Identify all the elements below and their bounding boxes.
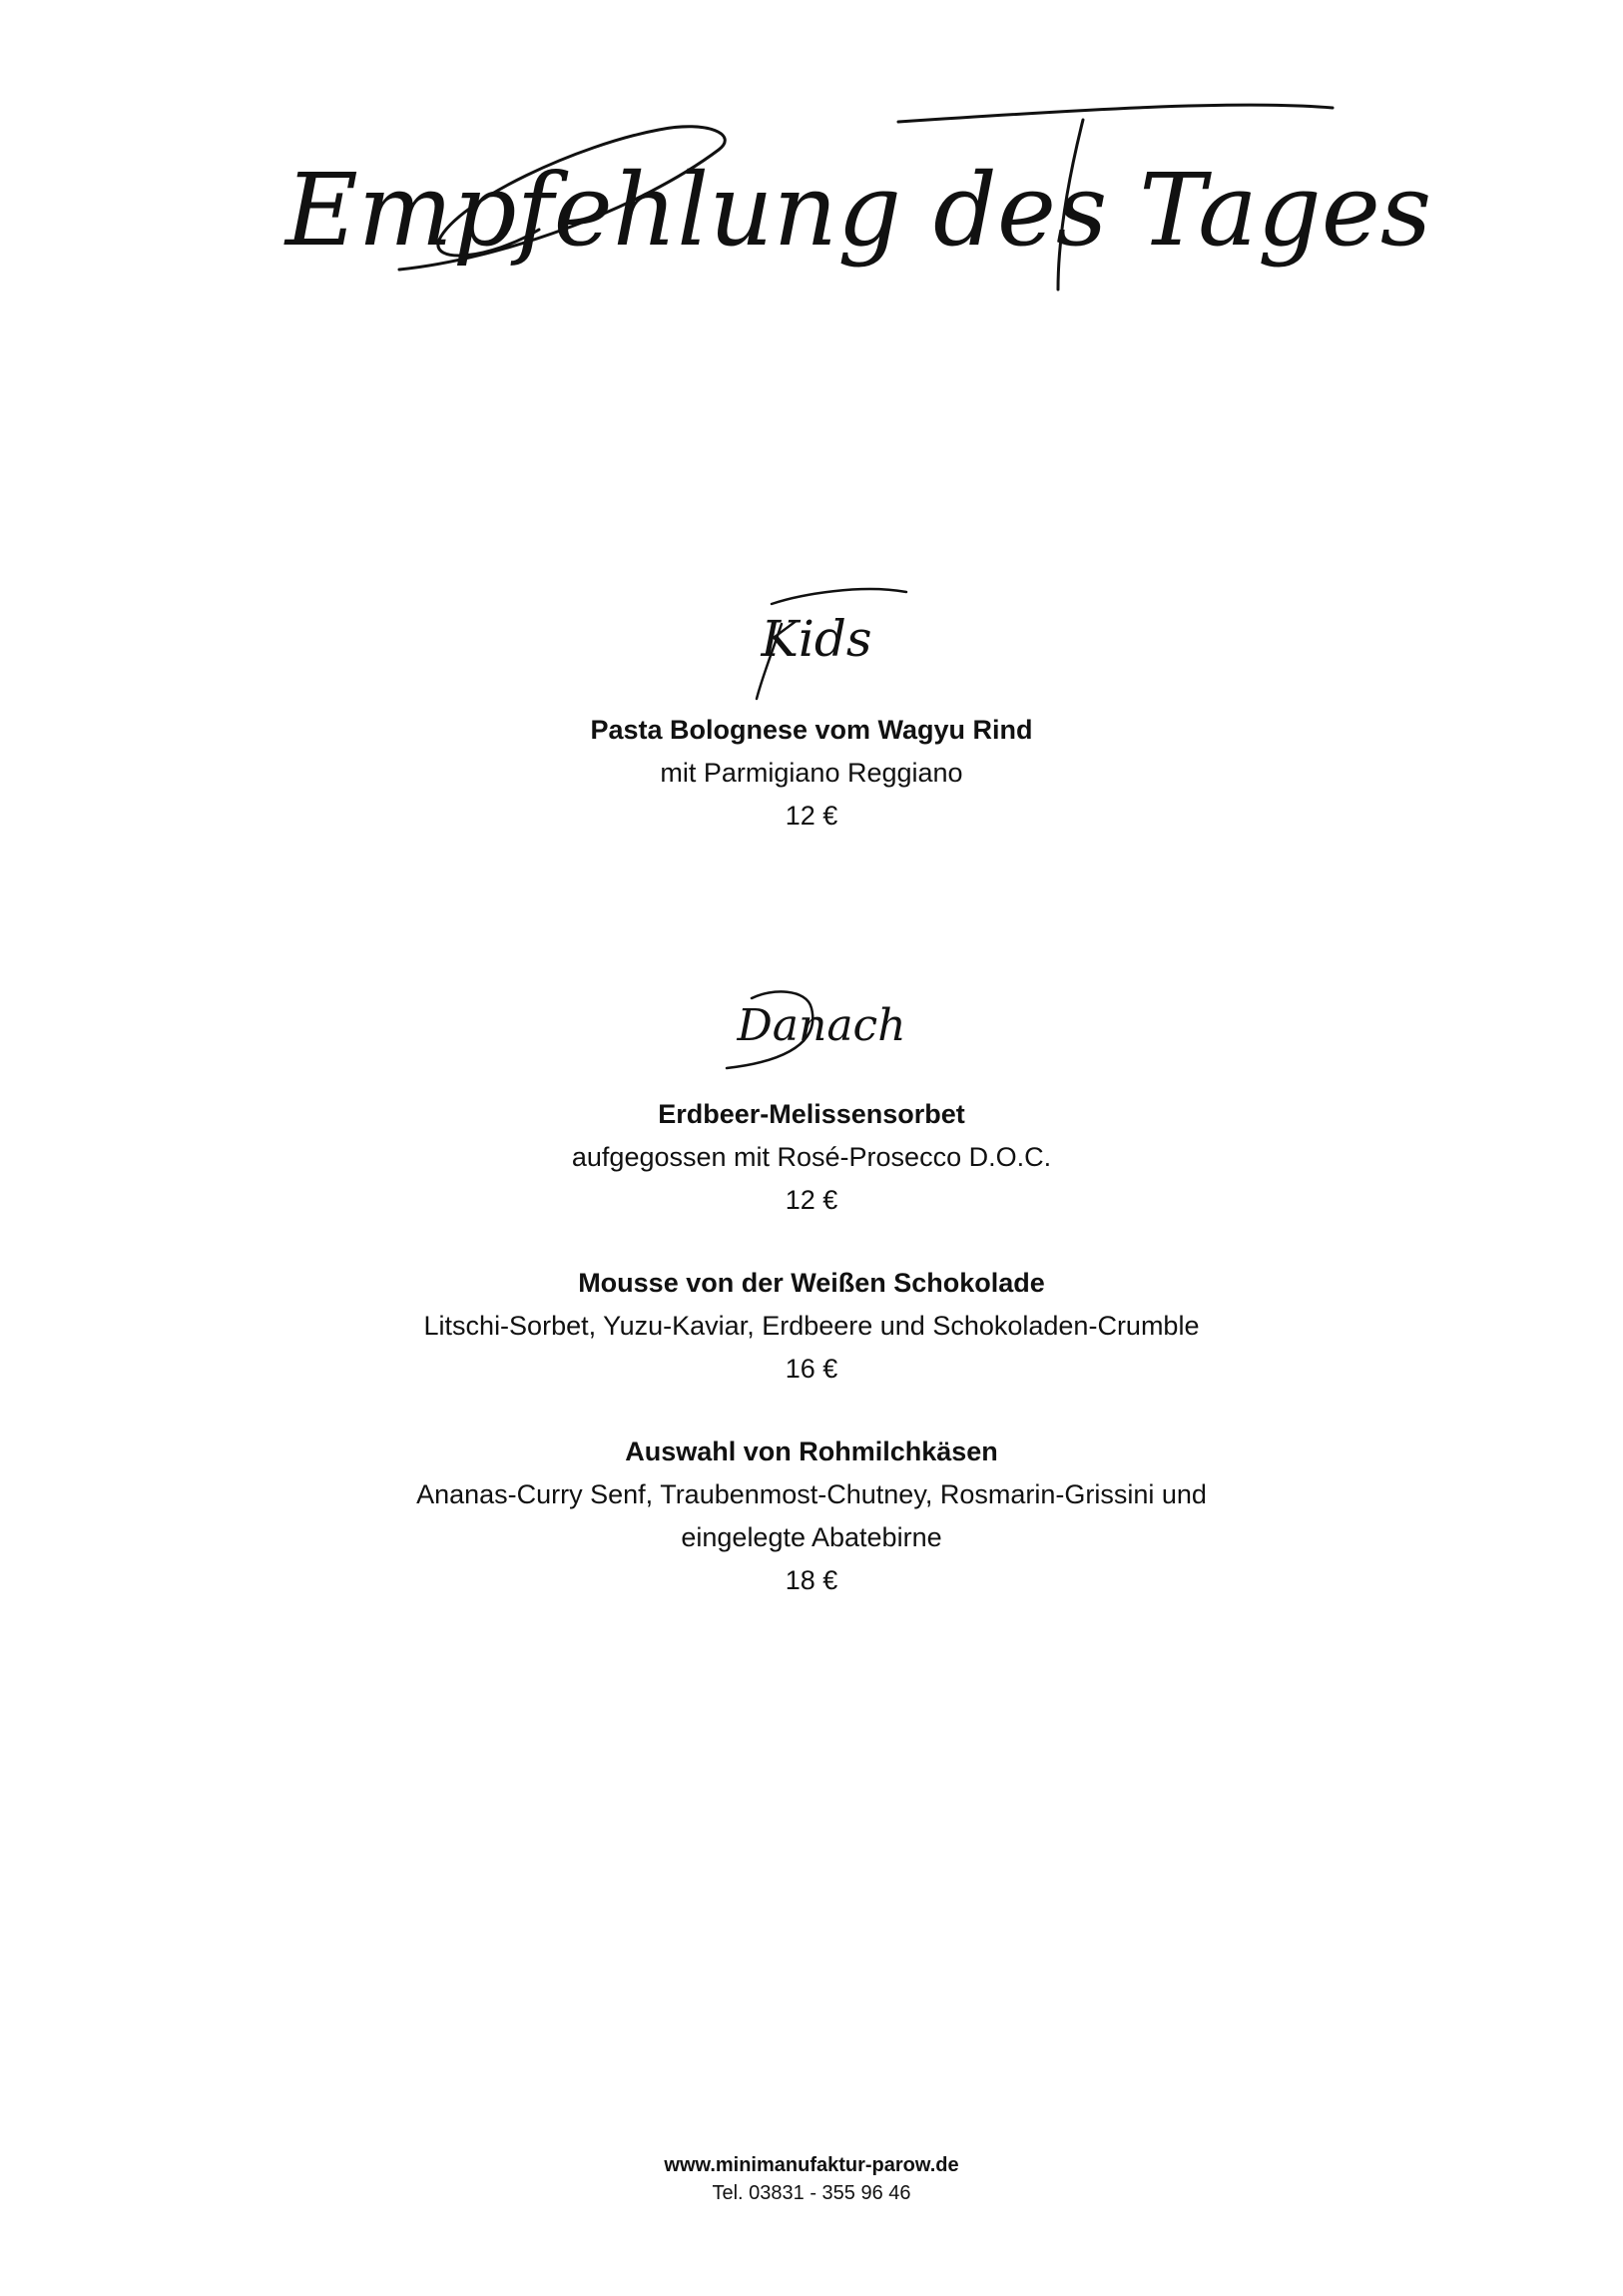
menu-item-name: Auswahl von Rohmilchkäsen (625, 1436, 998, 1466)
page-title (284, 90, 1432, 309)
danach-script-graphic (712, 968, 911, 1088)
section-heading-kids (712, 584, 911, 704)
menu-item-description: aufgegossen mit Rosé-Prosecco D.O.C. (571, 1142, 1052, 1172)
section-heading-danach (712, 968, 911, 1088)
menu-item-price: 16 € (785, 1354, 838, 1384)
section-heading-text: Kids (761, 610, 872, 668)
menu-item-name: Erdbeer-Melissensorbet (658, 1099, 965, 1129)
title-script-graphic (284, 90, 1432, 309)
section-danach (0, 1093, 1623, 1642)
menu-item (362, 1262, 1261, 1391)
menu-item-price: 12 € (785, 1185, 838, 1215)
menu-item-description: mit Parmigiano Reggiano (660, 758, 963, 788)
menu-item (362, 1093, 1261, 1222)
phone-number: Tel. 03831 - 355 96 46 (712, 2182, 911, 2204)
kids-script-graphic (712, 584, 911, 704)
menu-item-price: 18 € (785, 1565, 838, 1595)
website-link[interactable]: www.minimanufaktur-parow.de (664, 2154, 959, 2176)
menu-item (382, 1431, 1241, 1602)
menu-item-description: Litschi-Sorbet, Yuzu-Kaviar, Erdbeere und Schokoladen-Crumble (423, 1311, 1200, 1341)
section-kids (0, 709, 1623, 838)
menu-item-price: 12 € (785, 801, 838, 831)
menu-item-name: Mousse von der Weißen Schokolade (578, 1268, 1045, 1298)
title-text: Empfehlung des Tages (284, 152, 1432, 269)
menu-item-name: Pasta Bolognese vom Wagyu Rind (590, 715, 1033, 745)
menu-item-description: Ananas-Curry Senf, Traubenmost-Chutney, Rosmarin-Grissini und eingelegte Abatebirne (416, 1479, 1207, 1552)
section-heading-text: Danach (737, 1000, 906, 1051)
menu-item (362, 709, 1261, 838)
footer (0, 2151, 1623, 2207)
